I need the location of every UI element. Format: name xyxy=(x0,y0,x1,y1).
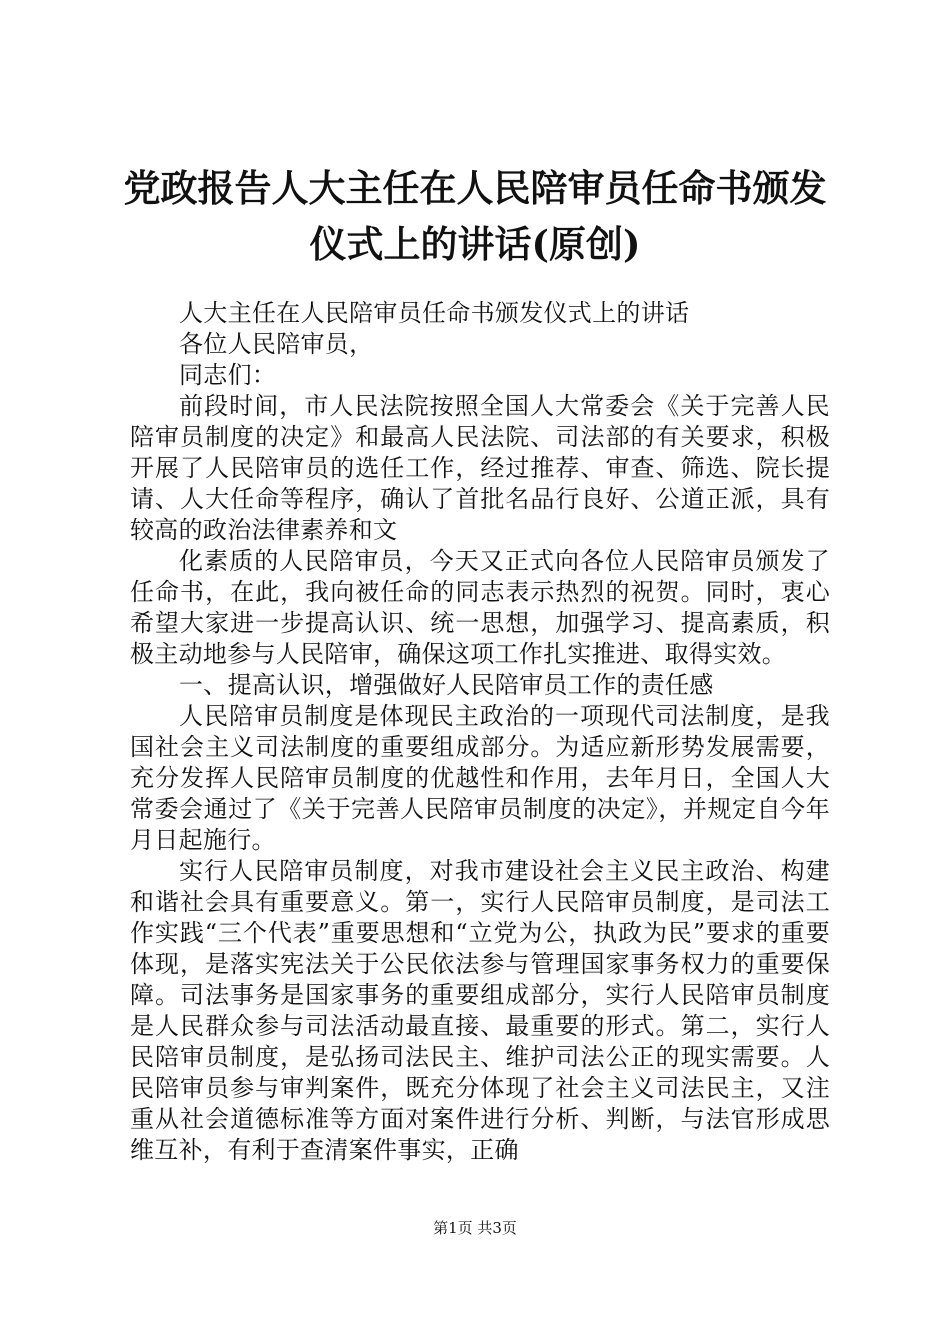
salutation-line: 同志们： xyxy=(179,361,277,389)
document-title: 党政报告人大主任在人民陪审员任命书颁发仪式上的讲话(原创) xyxy=(123,166,827,266)
body-paragraph: 实行人民陪审员制度，对我市建设社会主义民主政治、构建和谐社会具有重要意义。第一，实行人民陪审员制度，是司法工作实践“三个代表”重要思想和“立党为公，执政为民”要求的重要体现，是落实宪法关于公民依法参与管理国家事务权力的重要保障。司法事务是国家事务的重要组成部分，实行人民陪审员制度是人民群众参与司法活动最直接、最重要的形式。第二，实行人民陪审员制度，是弘扬司法民主、维护司法公正的现实需要。人民陪审员参与审判案件，既充分体现了社会主义司法民主，又注重从社会道德标准等方面对案件进行分析、判断，与法官形成思维互补，有利于查清案件事实，正确 xyxy=(130,857,830,1164)
document-body xyxy=(130,298,830,1166)
salutation-line: 各位人民陪审员， xyxy=(179,330,374,358)
body-paragraph: 前段时间，市人民法院按照全国人大常委会《关于完善人民陪审员制度的决定》和最高人民法院、司法部的有关要求，积极开展了人民陪审员的选任工作，经过推荐、审查、筛选、院长提请、人大任命等程序，确认了首批名品行良好、公道正派，具有较高的政治法律素养和文 xyxy=(130,392,830,544)
speech-heading: 人大主任在人民陪审员任命书颁发仪式上的讲话 xyxy=(179,299,690,327)
page-number-footer: 第1页 共3页 xyxy=(433,1219,517,1237)
body-paragraph: 人民陪审员制度是体现民主政治的一项现代司法制度，是我国社会主义司法制度的重要组成部分。为适应新形势发展需要，充分发挥人民陪审员制度的优越性和作用，去年月日，全国人大常委会通过了《关于完善人民陪审员制度的决定》，并规定自今年月日起施行。 xyxy=(130,702,830,854)
body-paragraph: 化素质的人民陪审员，今天又正式向各位人民陪审员颁发了任命书，在此，我向被任命的同志表示热烈的祝贺。同时，衷心希望大家进一步提高认识、统一思想，加强学习、提高素质，积极主动地参与人民陪审，确保这项工作扎实推进、取得实效。 xyxy=(130,547,830,668)
section-heading: 一、提高认识，增强做好人民陪审员工作的责任感 xyxy=(179,671,714,699)
